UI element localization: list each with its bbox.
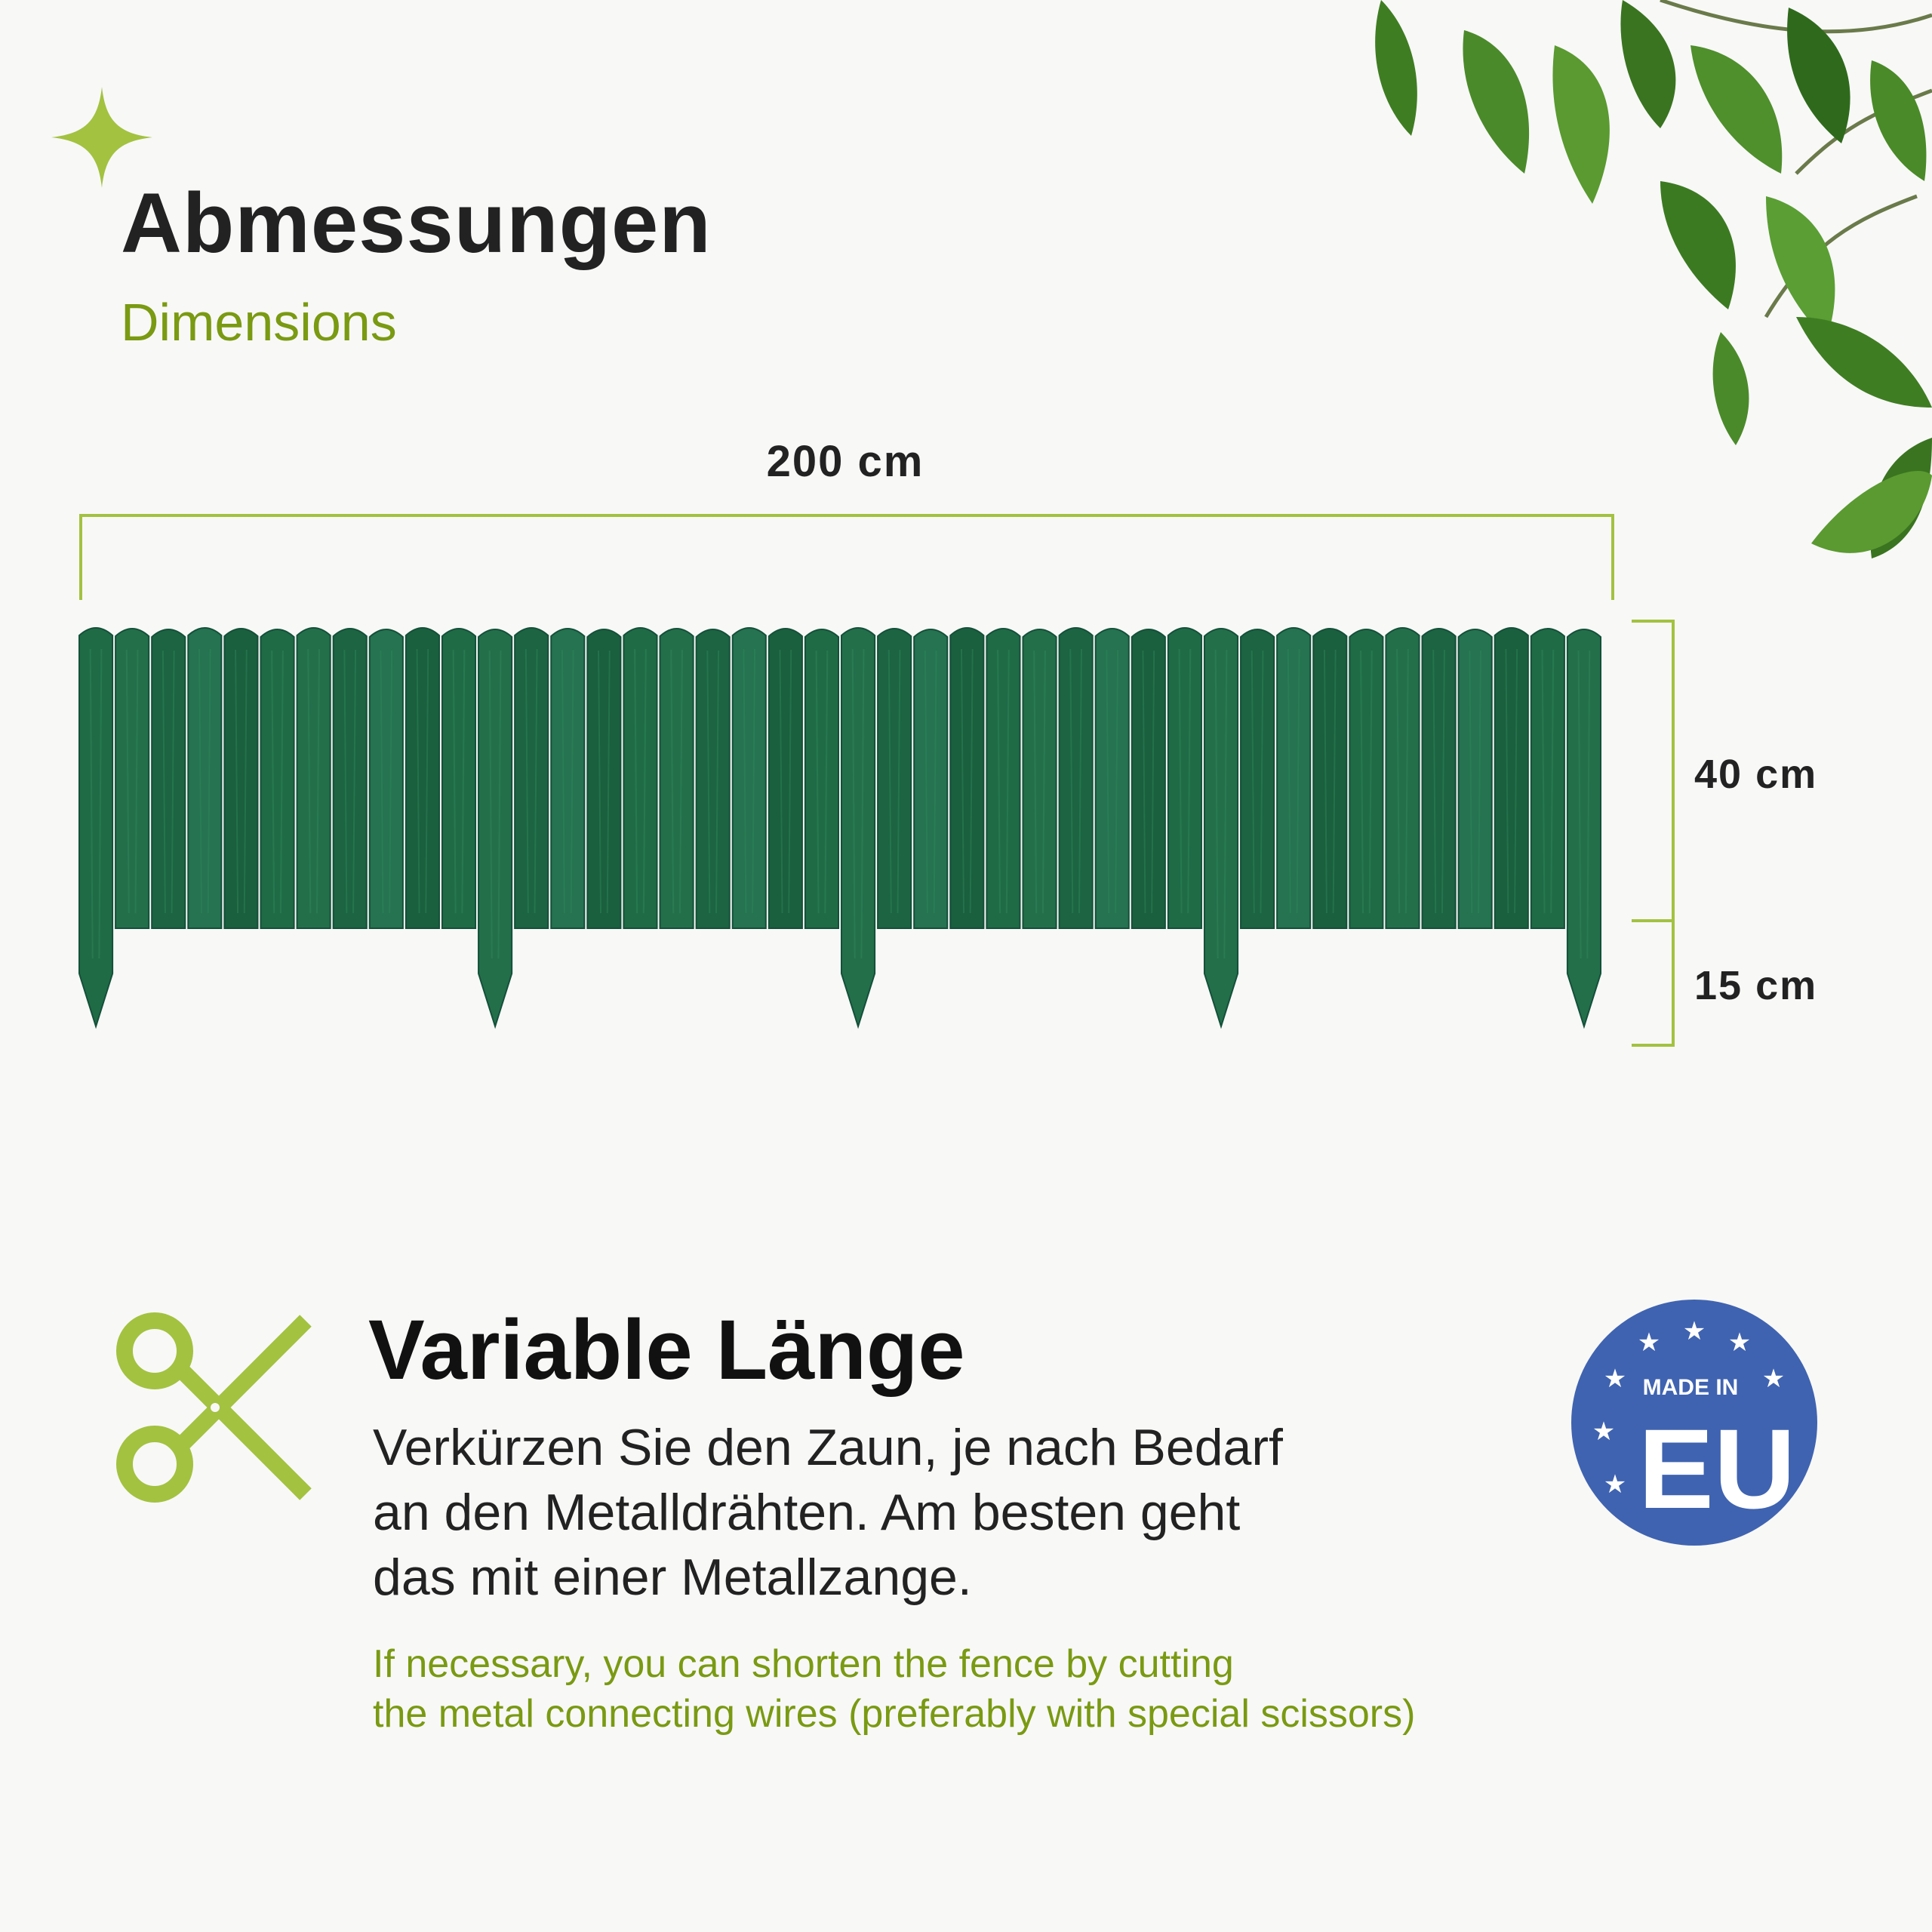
- fence-board: [442, 629, 475, 928]
- fence-board: [406, 628, 439, 928]
- sparkle-icon: [51, 87, 152, 188]
- fence-board: [769, 629, 802, 928]
- fence-board: [1459, 629, 1492, 928]
- fence-board: [1386, 628, 1419, 928]
- width-dimension-label: 200 cm: [766, 437, 924, 486]
- leaves-decoration: [1268, 0, 1932, 604]
- fence-board: [515, 628, 548, 928]
- svg-text:★: ★: [1603, 1364, 1627, 1394]
- fence-board: [805, 629, 838, 928]
- fence-stake: [478, 629, 512, 1026]
- stake-dimension-label: 15 cm: [1694, 963, 1818, 1008]
- feature-description: [373, 1415, 1467, 1610]
- fence-board: [188, 628, 221, 928]
- fence-stake: [1204, 629, 1238, 1026]
- fence-board: [224, 629, 257, 928]
- fence-stake: [79, 628, 112, 1026]
- fence-board: [1060, 628, 1093, 928]
- fence-board: [733, 628, 766, 928]
- feature-description-english: [373, 1639, 1656, 1739]
- fence-stake: [841, 628, 875, 1026]
- fence-board: [551, 629, 584, 928]
- feature-title: Variable Länge: [368, 1303, 965, 1397]
- fence-board: [1277, 628, 1310, 928]
- feature-line: an den Metalldrähten. Am besten geht: [373, 1484, 1241, 1541]
- fence-board: [878, 629, 911, 928]
- fence-image: [68, 611, 1615, 1049]
- fence-board: [623, 628, 657, 928]
- svg-text:★: ★: [1761, 1364, 1786, 1394]
- fence-board: [1023, 629, 1056, 928]
- fence-board: [914, 629, 947, 928]
- feature-line: Verkürzen Sie den Zaun, je nach Bedarf: [373, 1419, 1283, 1476]
- fence-stake: [1567, 629, 1601, 1026]
- fence-board: [152, 629, 185, 928]
- height-dimension-label: 40 cm: [1694, 752, 1818, 797]
- feature-en-line: If necessary, you can shorten the fence by cutting: [373, 1642, 1234, 1686]
- fence-board: [1168, 628, 1201, 928]
- svg-text:★: ★: [1727, 1327, 1752, 1358]
- fence-board: [1495, 628, 1528, 928]
- fence-board: [660, 629, 694, 928]
- badge-top-text: MADE IN: [1642, 1375, 1739, 1400]
- fence-board: [587, 629, 620, 928]
- fence-board: [1313, 629, 1346, 928]
- fence-board: [260, 629, 294, 928]
- fence-board: [297, 628, 331, 928]
- fence-board: [115, 629, 149, 928]
- made-in-eu-badge: [1570, 1298, 1819, 1547]
- fence-board: [1132, 629, 1165, 928]
- feature-en-line: the metal connecting wires (preferably with special scissors): [373, 1692, 1416, 1736]
- svg-text:★: ★: [1637, 1327, 1661, 1358]
- fence-board: [697, 629, 730, 928]
- svg-text:★: ★: [1603, 1469, 1627, 1500]
- svg-text:★: ★: [1682, 1316, 1706, 1346]
- fence-board: [1349, 629, 1383, 928]
- fence-board: [370, 629, 403, 928]
- svg-text:★: ★: [1592, 1417, 1616, 1447]
- page-subtitle: Dimensions: [121, 293, 397, 352]
- fence-board: [1531, 629, 1564, 928]
- fence-board: [1423, 629, 1456, 928]
- fence-board: [950, 628, 983, 928]
- scissors-icon: [113, 1306, 317, 1509]
- fence-board: [986, 629, 1020, 928]
- badge-big-text: EU: [1638, 1405, 1796, 1532]
- fence-board: [1241, 629, 1274, 928]
- fence-board: [1096, 629, 1129, 928]
- feature-line: das mit einer Metallzange.: [373, 1549, 972, 1606]
- page-title: Abmessungen: [121, 176, 712, 270]
- fence-board: [334, 629, 367, 928]
